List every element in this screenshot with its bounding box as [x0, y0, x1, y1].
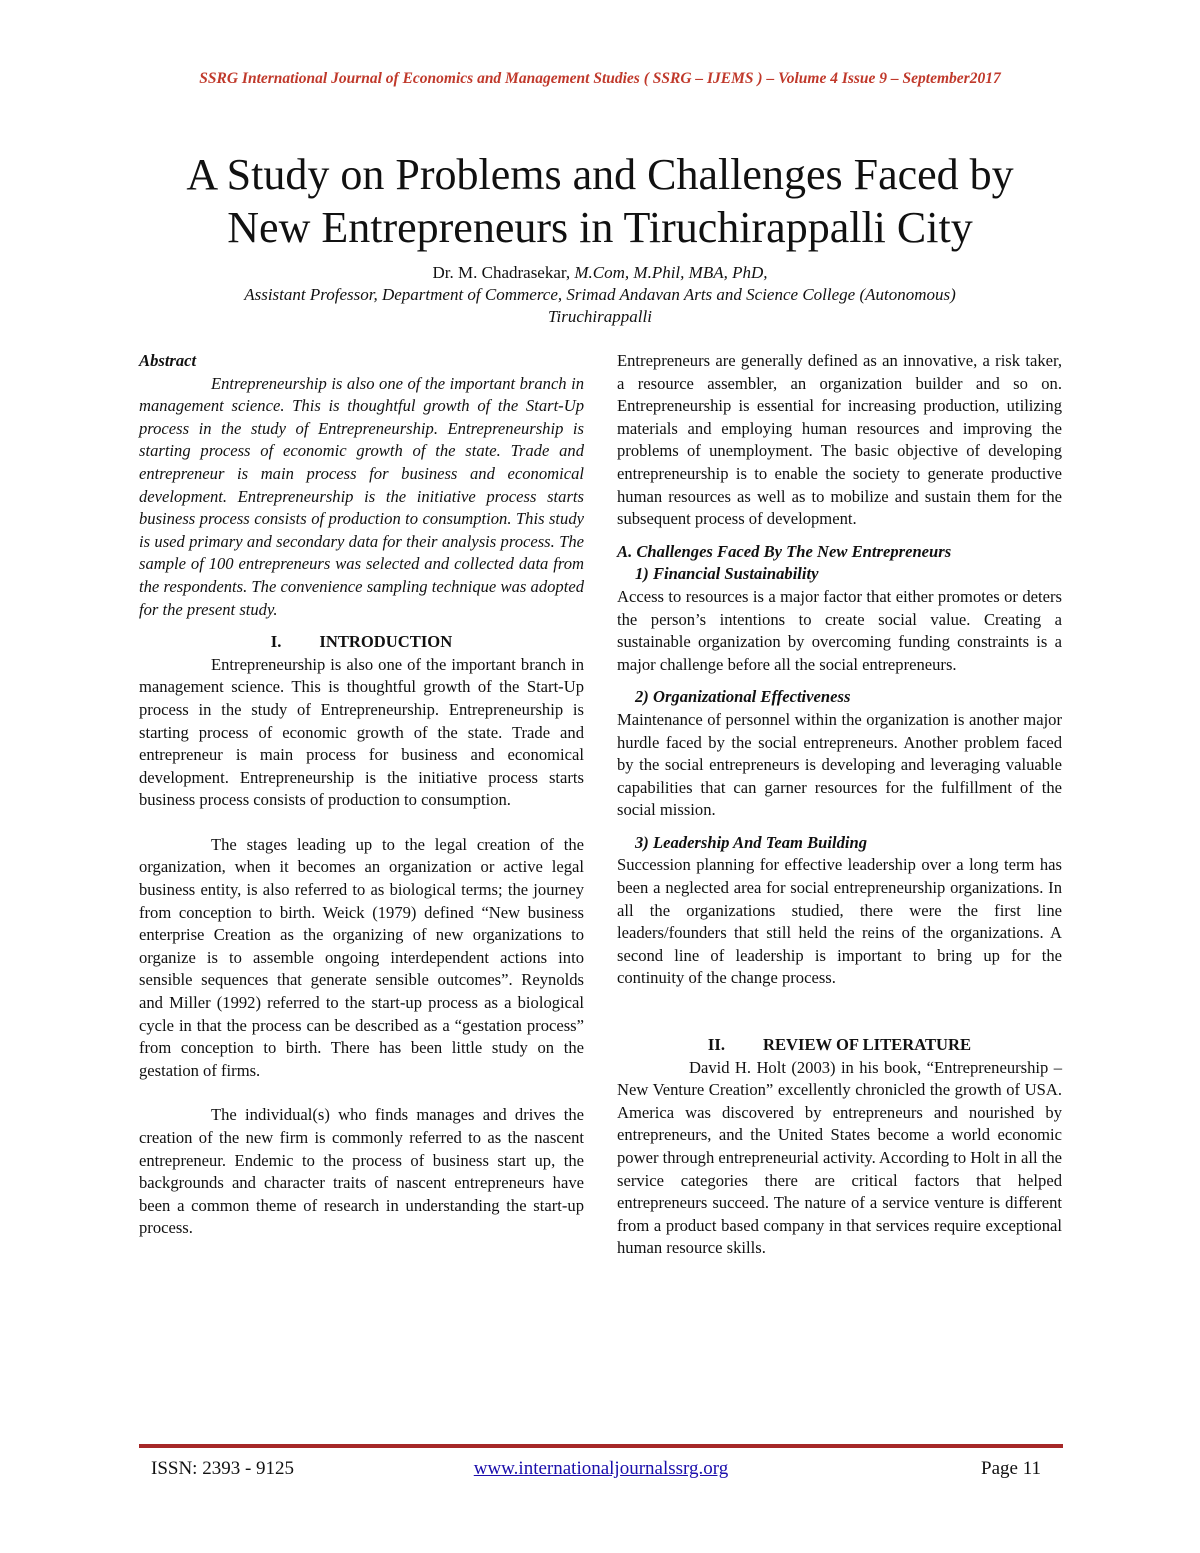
footer-url-link[interactable]: www.internationaljournalssrg.org — [473, 1458, 729, 1479]
intro-paragraph-3: The individual(s) who finds manages and drives the creation of the new firm is commonly referred to as the nascent entrepreneur. Endemic to the process of business start up, the backgrounds and character traits of nascent entrepreneurs have been a common theme of research in understanding the start-up process. — [139, 1105, 584, 1238]
introduction-title: INTRODUCTION — [319, 632, 453, 652]
author-degrees: M.Com, M.Phil, MBA, PhD, — [574, 263, 768, 282]
challenges-heading: A. Challenges Faced By The New Entrepreneurs — [617, 541, 952, 561]
introduction-number: I. — [270, 632, 282, 652]
right-column — [617, 350, 1062, 1260]
intro-paragraph-2: The stages leading up to the legal creation of the organization, when it becomes an organization or active legal business entity, is also referred to as biological terms; the journey from conception to birth. Weick (1979) defined “New business enterprise Creation as the organizing of new organizations to organize is to assemble ongoing interdependent actions into sensible sequences that generate sensible outcomes”. Reynolds and Miller (1992) referred to the start-up process as a biological cycle in that the process can be described as a “gestation process” from conception to birth. There has been little study on the gestation of firms. — [139, 834, 584, 1080]
running-head: SSRG International Journal of Economics and Management Studies ( SSRG – IJEMS ) – Volume 4 Issue 9 – September2017 — [199, 70, 1001, 87]
author-name: Dr. M. Chadrasekar, — [432, 263, 571, 282]
challenge-3-heading: 3) Leadership And Team Building — [635, 832, 868, 852]
challenge-2-heading: 2) Organizational Effectiveness — [635, 687, 851, 707]
challenge-1-text: Access to resources is a major factor that either promotes or deters the person’s intentions to create social value. Creating a sustainable organization by overcoming funding constraints is a major challenge before all the social entrepreneurs. — [617, 586, 1062, 674]
paper-title — [100, 148, 1100, 254]
abstract-text: Entrepreneurship is also one of the important branch in management science. This is thoughtful growth of the Start-Up process in the study of Entrepreneurship. Entrepreneurship is starting process of economic growth of the state. Trade and entrepreneur is main process for business and economical development. Entrepreneurship is the initiative process starts business process consists of production to consumption. This study is used primary and secondary data for their analysis process. The sample of 100 entrepreneurs was selected and collected data from the respondents. The convenience sampling technique was adopted for the present study. — [139, 373, 584, 619]
title-line-2: New Entrepreneurs in Tiruchirappalli City — [227, 203, 973, 252]
intro-paragraph-4: Entrepreneurs are generally defined as an innovative, a risk taker, a resource assembler, an organization builder and so on. Entrepreneurship is essential for increasing production, utilizing materials and employing human resources and improving the problems of unemployment. The basic objective of developing entrepreneurship is to enable the society to generate productive human resources as well as to mobilize and sustain them for the subsequent process of development. — [617, 351, 1062, 529]
author-block — [100, 262, 1100, 328]
intro-paragraph-1: Entrepreneurship is also one of the important branch in management science. This is thoughtful growth of the Start-Up process in the study of Entrepreneurship. Entrepreneurship is starting process of economic growth of the state. Trade and entrepreneur is main process for business and economical development. Entrepreneurship is the initiative process starts business process consists of production to consumption. — [139, 654, 584, 810]
footer-issn: ISSN: 2393 - 9125 — [151, 1458, 295, 1479]
challenge-3-text: Succession planning for effective leadership over a long term has been a neglected area for social entrepreneurship organizations. In all the organizations studied, there were the first line leaders/founders that still held the reins of the organizations. A second line of leadership is important to bring up for the continuity of the change process. — [617, 855, 1062, 988]
footer-page-number: Page 11 — [981, 1458, 1041, 1479]
footer-rule — [139, 1444, 1063, 1448]
introduction-heading — [139, 631, 584, 654]
abstract-heading: Abstract — [139, 351, 197, 370]
review-title: REVIEW OF LITERATURE — [763, 1035, 972, 1055]
review-text: David H. Holt (2003) in his book, “Entrepreneurship – New Venture Creation” excellently chronicled the growth of USA. America was discovered by entrepreneurs and nourished by entrepreneurs, and the United States become a world economic power through entrepreneurial activity. According to Holt in all the service categories there are critical factors that helped entrepreneurs succeed. The nature of a service venture is different from a product based company in that services require exceptional human resource skills. — [617, 1057, 1062, 1258]
author-affiliation: Assistant Professor, Department of Commerce, Srimad Andavan Arts and Science College (Autonomous) — [244, 285, 956, 304]
author-line — [100, 262, 1100, 284]
title-line-1: A Study on Problems and Challenges Faced by — [186, 150, 1014, 199]
review-heading — [617, 1034, 1062, 1057]
challenge-2-text: Maintenance of personnel within the organization is another major hurdle faced by the social entrepreneurs. Another problem faced by the social entrepreneurs is developing and leveraging valuable capabilities that can garner resources for the fulfillment of the social mission. — [617, 709, 1062, 820]
review-number: II. — [707, 1035, 725, 1055]
challenge-1-heading: 1) Financial Sustainability — [635, 564, 819, 584]
left-column — [139, 350, 584, 1240]
author-city: Tiruchirappalli — [548, 307, 652, 326]
